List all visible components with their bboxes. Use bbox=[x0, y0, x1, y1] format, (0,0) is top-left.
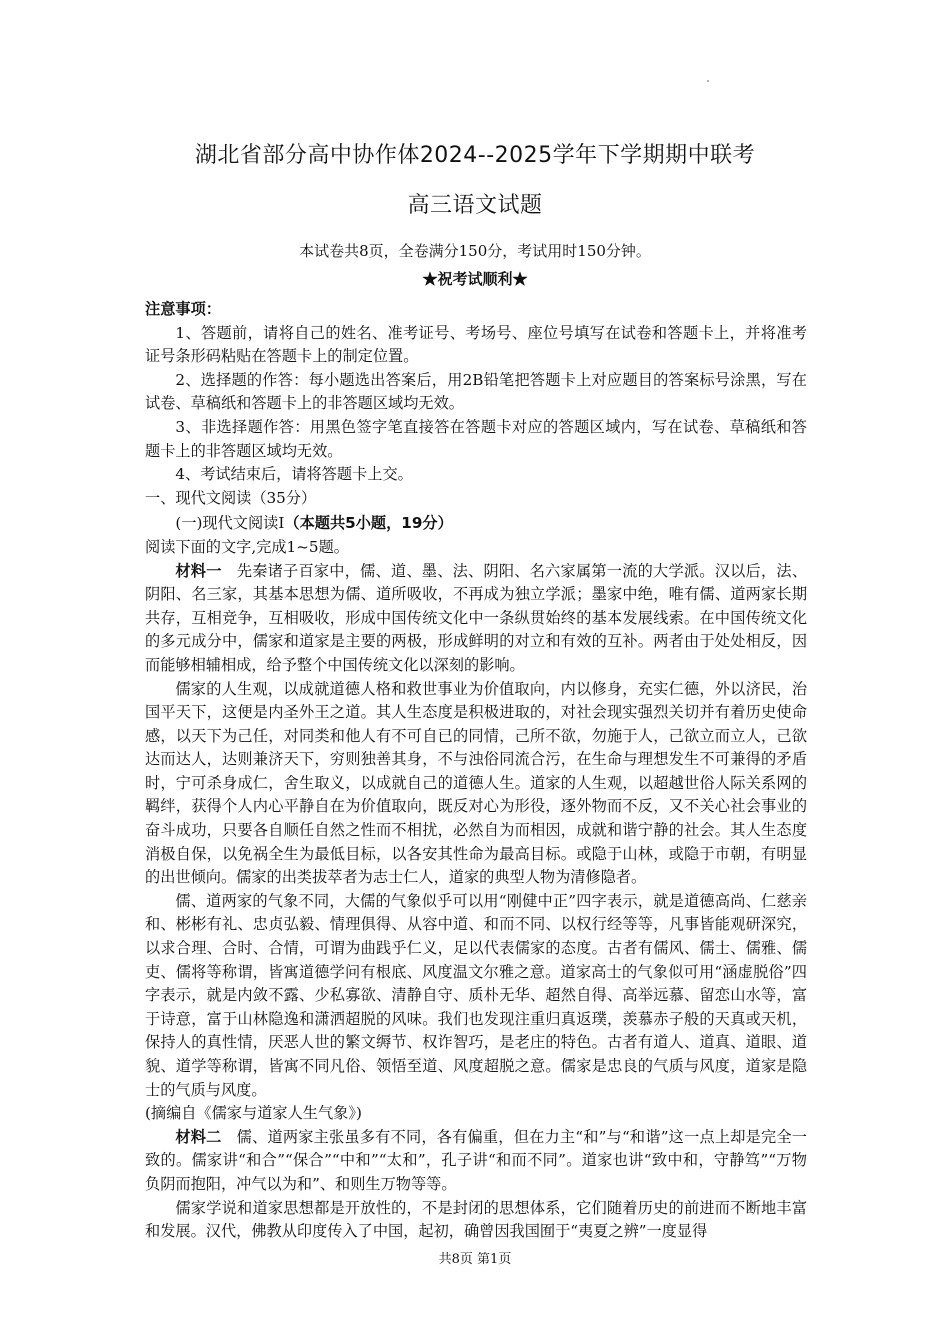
notice-item: 3、非选择题作答：用黑色签字笔直接答在答题卡对应的答题区域内，写在试卷、草稿纸和答题卡上的非答题区域均无效。 bbox=[145, 417, 807, 460]
exam-subtitle: 高三语文试题 bbox=[407, 193, 543, 218]
good-luck-line: ★祝考试顺利★ bbox=[422, 270, 528, 288]
material1-paragraph: 儒家的人生观，以成就道德人格和救世事业为价值取向，内以修身，充实仁德，外以济民，治国平天下，这便是内圣外王之道。其人生态度是积极进取的，对社会现实强烈关切并有着历史使命感，以天下为己任，对同类和他人有不可自已的同情，己所不欲，勿施于人，己欲立而立人，己欲达而达人，达则兼济天下，穷则独善其身，不与浊俗同流合污，在生命与理想发生不可兼得的矛盾时，宁可杀身成仁，舍生取义，以成就自己的道德人生。道家的人生观，以超越世俗人际关系网的羁绊，获得个人内心平静自在为价值取向，既反对心为形役，逐外物而不反，又不关心社会事业的奋斗成功，只要各自顺任自然之性而不相扰，必然自为而相因，成就和谐宁静的社会。其人生态度消极自保，以免祸全生为最低目标，以各安其性命为最高目标。或隐于山林，或隐于市朝，有明显的出世倾向。儒家的出类拔萃者为志士仁人，道家的典型人物为清修隐者。 bbox=[145, 679, 807, 887]
material2-paragraph: 儒家学说和道家思想都是开放性的，不是封闭的思想体系，它们随着历史的前进而不断地丰富和发展。汉代，佛教从印度传入了中国，起初，确曾因我国囿于“夷夏之辨”一度显得 bbox=[145, 1198, 807, 1241]
subsection-heading bbox=[145, 512, 807, 536]
scan-dot bbox=[707, 80, 709, 82]
material1-paragraph: 儒、道两家的气象不同，大儒的气象似乎可以用“刚健中正”四字表示，就是道德高尚、仁慈亲和、彬彬有礼、忠贞弘毅、情理俱得、从容中道、和而不同、以权行经等等，凡事皆能观研深究，以求合理、合时、合情，可谓为曲践乎仁义，足以代表儒家的态度。古者有儒风、儒士、儒雅、儒吏、儒将等称谓，皆寓道德学问有根底、风度温文尔雅之意。道家高士的气象似可用“涵虚脱俗”四字表示，就是内敛不露、少私寡欲、清静自守、质朴无华、超然自得、高举远慕、留恋山水等，富于诗意，富于山林隐逸和潇洒超脱的风味。我们也发现注重归真返璞，羡慕赤子般的天真或天机，保持人的真性情，厌恶人世的繁文缛节、权诈智巧，是老庄的特色。古者有道人、道真、道眼、道貌、道学等称谓，皆寓不同凡俗、领悟至道、风度超脱之意。儒家是忠良的气质与风度，道家是隐士的气质与风度。 bbox=[145, 891, 807, 1099]
material1-paragraph bbox=[145, 560, 807, 678]
material2-text: 儒、道两家主张虽多有不同，各有偏重，但在力主“和”与“和谐”这一点上却是完全一致的。儒家讲“和合”“保合”“中和”“太和”，孔子讲“和而不同”。道家也讲“致中和，守静笃”“万物负阴而抱阳，冲气以为和”、和则生万物等等。 bbox=[145, 1127, 807, 1193]
section-heading: 一、现代文阅读（35分） bbox=[145, 488, 317, 507]
material2-label: 材料二 bbox=[175, 1127, 222, 1146]
subsection-suffix: （本题共5小题，19分） bbox=[284, 514, 453, 533]
subsection-prefix: (一)现代文阅读Ⅰ bbox=[175, 514, 285, 533]
notice-item: 1、答题前，请将自己的姓名、准考证号、考场号、座位号填写在试卷和答题卡上，并将准考证号条形码粘贴在答题卡上的制定位置。 bbox=[145, 323, 807, 366]
notice-item: 2、选择题的作答：每小题选出答案后，用2B铅笔把答题卡上对应题目的答案标号涂黑，写在试卷、草稿纸和答题卡上的非答题区域均无效。 bbox=[145, 370, 807, 413]
notice-item: 4、考试结束后，请将答题卡上交。 bbox=[175, 465, 413, 484]
notice-heading: 注意事项： bbox=[145, 300, 221, 318]
material2-paragraph bbox=[145, 1126, 807, 1197]
material1-source: (摘编自《儒家与道家人生气象》) bbox=[145, 1104, 362, 1123]
material1-text: 先秦诸子百家中，儒、道、墨、法、阴阳、名六家属第一流的大学派。汉以后，法、阴阳、名三家，其基本思想为儒、道所吸收，不再成为独立学派；墨家中绝，唯有儒、道两家长期共存，互相竞争，互相吸收，形成中国传统文化中一条纵贯始终的基本发展线索。在中国传统文化的多元成分中，儒家和道家是主要的两极，形成鲜明的对立和有效的互补。两者由于处处相反，因而能够相辅相成，给予整个中国传统文化以深刻的影响。 bbox=[145, 561, 808, 674]
exam-body bbox=[145, 298, 807, 1244]
page-footer: 共8页 第1页 bbox=[438, 1252, 512, 1267]
material1-label: 材料一 bbox=[175, 561, 222, 580]
exam-title: 湖北省部分高中协作体2024--2025学年下学期期中联考 bbox=[194, 143, 756, 168]
reading-instruction: 阅读下面的文字,完成1~5题。 bbox=[145, 537, 349, 556]
exam-meta: 本试卷共8页，全卷满分150分，考试用时150分钟。 bbox=[299, 242, 651, 260]
